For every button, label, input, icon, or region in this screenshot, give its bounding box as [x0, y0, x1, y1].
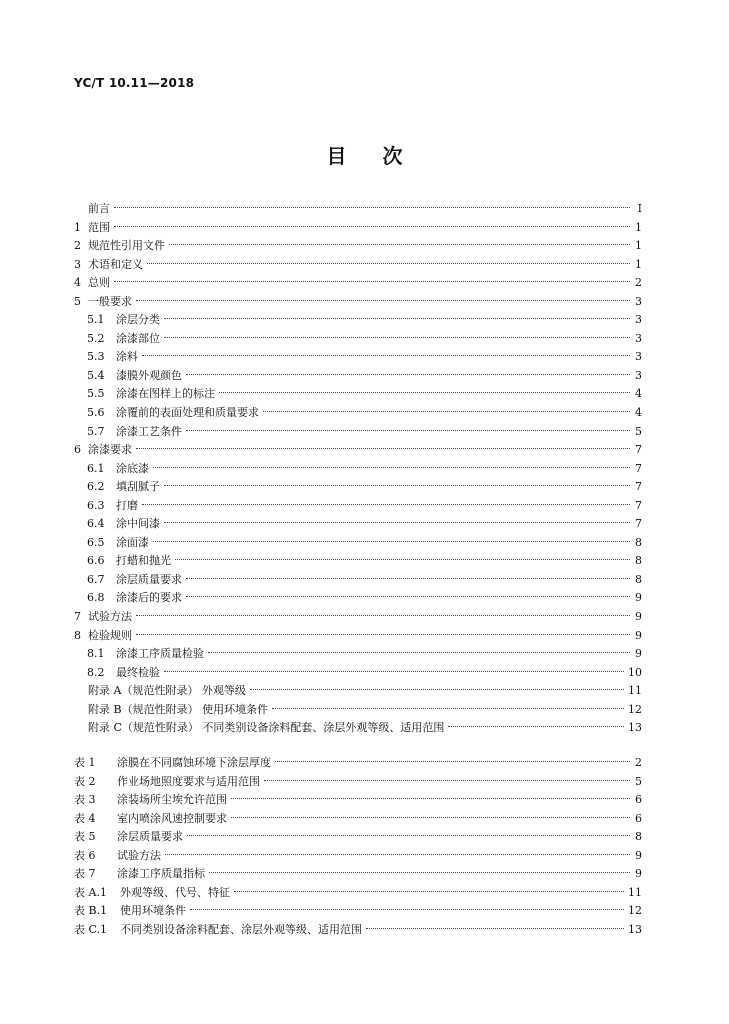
entry-number: 表 2 — [74, 774, 96, 788]
entry-number: 6.6 — [87, 554, 105, 568]
dot-leader — [136, 448, 630, 449]
dot-leader — [263, 411, 630, 412]
entry-page-number: 2 — [635, 756, 642, 769]
entry-page-number: 11 — [628, 885, 642, 899]
entry-title: 术语和定义 — [88, 257, 143, 271]
entry-title: 涂装场所尘埃允许范围 — [117, 793, 227, 807]
dot-leader — [231, 798, 630, 799]
dot-leader — [187, 835, 630, 836]
entry-title: 作业场地照度要求与适用范围 — [117, 774, 260, 788]
entry-title: 检验规则 — [88, 628, 132, 642]
document-code: YC/T 10.11—2018 — [74, 76, 195, 90]
entry-number: 5 — [74, 294, 81, 308]
entry-page-number: 13 — [628, 721, 642, 735]
dot-leader — [175, 559, 630, 560]
entry-title: 室内喷涂风速控制要求 — [117, 811, 227, 825]
entry-number: 2 — [74, 239, 81, 253]
entry-page-number: 3 — [635, 331, 642, 345]
entry-page-number: 9 — [635, 647, 642, 661]
toc-entry[interactable] — [74, 478, 642, 497]
dot-leader — [186, 578, 630, 579]
toc-entry[interactable] — [74, 902, 642, 921]
table-of-contents — [74, 200, 642, 738]
dot-leader — [142, 504, 630, 505]
entry-number: 5.3 — [87, 350, 105, 364]
entry-number: 6.1 — [87, 461, 105, 475]
entry-title: 漆膜外观颜色 — [116, 368, 182, 382]
dot-leader — [190, 909, 624, 910]
toc-entry[interactable] — [74, 589, 642, 608]
toc-entry[interactable] — [74, 497, 642, 516]
toc-entry[interactable] — [74, 423, 642, 442]
entry-title: 附录 A（规范性附录） 外观等级 — [88, 684, 246, 698]
dot-leader — [186, 596, 630, 597]
toc-entry[interactable] — [74, 404, 642, 423]
entry-page-number: 8 — [635, 572, 642, 586]
entry-title: 附录 B（规范性附录） 使用环境条件 — [88, 702, 269, 716]
entry-title: 总则 — [88, 276, 110, 290]
entry-page-number: 3 — [635, 368, 642, 382]
dot-leader — [142, 355, 630, 356]
dot-leader — [114, 281, 630, 282]
dot-leader — [164, 318, 630, 319]
title-char-1: 目 — [326, 144, 347, 168]
entry-page-number: 6 — [635, 793, 642, 807]
entry-number: 6.3 — [87, 498, 105, 512]
entry-title: 涂漆部位 — [116, 331, 160, 345]
dot-leader — [234, 891, 624, 892]
entry-number: 表 4 — [74, 811, 96, 825]
toc-entry[interactable] — [74, 571, 642, 590]
dot-leader — [186, 374, 630, 375]
list-of-tables — [74, 754, 642, 939]
entry-title: 规范性引用文件 — [88, 239, 165, 253]
entry-page-number: 4 — [635, 387, 642, 401]
toc-entry[interactable] — [74, 773, 642, 792]
entry-number: 6.7 — [87, 572, 105, 586]
entry-title: 涂层质量要求 — [117, 830, 183, 844]
entry-number: 6.4 — [87, 517, 105, 531]
toc-entry[interactable] — [74, 534, 642, 553]
toc-entry[interactable] — [74, 645, 642, 664]
entry-page-number: 13 — [628, 922, 642, 936]
entry-number: 表 B.1 — [74, 904, 108, 918]
toc-entry[interactable] — [74, 330, 642, 349]
entry-title: 涂膜在不同腐蚀环境下涂层厚度 — [117, 756, 271, 769]
dot-leader — [136, 634, 630, 635]
entry-title: 涂覆前的表面处理和质量要求 — [116, 406, 259, 420]
dot-leader — [164, 485, 630, 486]
entry-number: 5.5 — [87, 387, 105, 401]
dot-leader — [136, 300, 630, 301]
entry-page-number: 3 — [635, 313, 642, 327]
dot-leader — [136, 615, 630, 616]
entry-number: 表 1 — [74, 756, 96, 769]
toc-entry[interactable] — [74, 385, 642, 404]
entry-number: 7 — [74, 610, 81, 624]
entry-page-number: 2 — [635, 276, 642, 290]
dot-leader — [250, 689, 624, 690]
toc-entry[interactable] — [74, 256, 642, 275]
entry-title: 涂漆工艺条件 — [116, 424, 182, 438]
toc-entry[interactable] — [74, 701, 642, 720]
entry-number: 6.5 — [87, 535, 105, 549]
entry-number: 5.4 — [87, 368, 105, 382]
entry-page-number: 7 — [635, 443, 642, 457]
entry-title: 试验方法 — [117, 848, 161, 862]
entry-title: 填刮腻子 — [116, 480, 160, 494]
toc-entry[interactable] — [74, 810, 642, 829]
entry-page-number: 8 — [635, 535, 642, 549]
entry-number: 6 — [74, 443, 81, 457]
dot-leader — [165, 854, 630, 855]
entry-page-number: 1 — [635, 220, 642, 234]
toc-entry[interactable] — [74, 754, 642, 773]
dot-leader — [209, 872, 630, 873]
entry-title: 范围 — [88, 220, 110, 234]
entry-title: 使用环境条件 — [120, 904, 186, 918]
entry-page-number: 6 — [635, 811, 642, 825]
entry-number: 5.1 — [87, 313, 105, 327]
entry-page-number: 9 — [635, 848, 642, 862]
entry-title: 一般要求 — [88, 294, 132, 308]
entry-page-number: 4 — [635, 406, 642, 420]
entry-page-number: 8 — [635, 554, 642, 568]
toc-entry[interactable] — [74, 293, 642, 312]
entry-number: 3 — [74, 257, 81, 271]
dot-leader — [164, 522, 630, 523]
entry-page-number: 7 — [635, 517, 642, 531]
entry-number: 1 — [74, 220, 81, 234]
dot-leader — [208, 652, 630, 653]
toc-entry[interactable] — [74, 552, 642, 571]
entry-title: 打蜡和抛光 — [116, 554, 171, 568]
toc-entry[interactable] — [74, 921, 642, 940]
entry-title: 外观等级、代号、特征 — [120, 885, 230, 899]
toc-entry[interactable] — [74, 460, 642, 479]
dot-leader — [275, 761, 630, 762]
entry-number: 表 A.1 — [74, 885, 107, 899]
entry-page-number: 7 — [635, 461, 642, 475]
dot-leader — [153, 467, 630, 468]
entry-page-number: 8 — [635, 830, 642, 844]
entry-title: 涂中间漆 — [116, 517, 160, 531]
entry-number: 6.8 — [87, 591, 105, 605]
entry-number: 5.7 — [87, 424, 105, 438]
entry-title: 附录 C（规范性附录） 不同类别设备涂料配套、涂层外观等级、适用范围 — [88, 721, 445, 735]
entry-page-number: Ⅰ — [637, 202, 642, 215]
toc-entry[interactable] — [74, 348, 642, 367]
toc-entry[interactable] — [74, 515, 642, 534]
entry-number: 表 3 — [74, 793, 96, 807]
toc-entry[interactable] — [74, 441, 642, 460]
dot-leader — [219, 392, 630, 393]
entry-number: 4 — [74, 276, 81, 290]
entry-page-number: 9 — [635, 867, 642, 881]
title-char-2: 次 — [382, 144, 403, 168]
entry-number: 6.2 — [87, 480, 105, 494]
toc-entry[interactable] — [74, 884, 642, 903]
dot-leader — [264, 780, 630, 781]
entry-number: 5.2 — [87, 331, 105, 345]
entry-number: 5.6 — [87, 406, 105, 420]
toc-entry[interactable] — [74, 274, 642, 293]
dot-leader — [164, 671, 624, 672]
entry-number: 8.2 — [87, 665, 105, 679]
entry-page-number: 11 — [628, 684, 642, 698]
toc-entry[interactable] — [74, 791, 642, 810]
toc-entry[interactable] — [74, 828, 642, 847]
entry-number: 表 5 — [74, 830, 96, 844]
entry-page-number: 9 — [635, 610, 642, 624]
entry-page-number: 9 — [635, 628, 642, 642]
toc-entry[interactable] — [74, 865, 642, 884]
dot-leader — [114, 207, 630, 208]
entry-number: 表 C.1 — [74, 922, 108, 936]
entry-title: 最终检验 — [116, 665, 160, 679]
toc-entry[interactable] — [74, 367, 642, 386]
toc-entry[interactable] — [74, 847, 642, 866]
entry-title: 涂面漆 — [116, 535, 149, 549]
entry-title: 不同类别设备涂料配套、涂层外观等级、适用范围 — [120, 922, 362, 936]
dot-leader — [448, 726, 624, 727]
entry-number: 8 — [74, 628, 81, 642]
entry-page-number: 10 — [628, 665, 642, 679]
toc-entry[interactable] — [74, 627, 642, 646]
toc-entry[interactable] — [74, 311, 642, 330]
dot-leader — [272, 708, 624, 709]
page-title — [0, 140, 729, 169]
dot-leader — [186, 430, 630, 431]
entry-page-number: 1 — [635, 239, 642, 253]
entry-title: 试验方法 — [88, 610, 132, 624]
entry-number: 表 7 — [74, 867, 96, 881]
toc-entry[interactable] — [74, 719, 642, 738]
entry-title: 涂料 — [116, 350, 138, 364]
entry-page-number: 5 — [635, 424, 642, 438]
entry-page-number: 5 — [635, 774, 642, 788]
entry-title: 涂漆要求 — [88, 443, 132, 457]
entry-title: 打磨 — [116, 498, 138, 512]
dot-leader — [153, 541, 630, 542]
entry-title: 涂漆工序质量检验 — [116, 647, 204, 661]
entry-title: 前言 — [88, 202, 110, 215]
dot-leader — [147, 263, 630, 264]
toc-entry[interactable] — [74, 219, 642, 238]
dot-leader — [169, 244, 630, 245]
entry-page-number: 7 — [635, 480, 642, 494]
entry-page-number: 3 — [635, 294, 642, 308]
entry-number: 8.1 — [87, 647, 105, 661]
entry-title: 涂层分类 — [116, 313, 160, 327]
toc-entry[interactable] — [74, 664, 642, 683]
toc-entry[interactable] — [74, 608, 642, 627]
toc-entry[interactable] — [74, 682, 642, 701]
entry-number: 表 6 — [74, 848, 96, 862]
toc-entry[interactable] — [74, 200, 642, 219]
entry-page-number: 7 — [635, 498, 642, 512]
entry-title: 涂底漆 — [116, 461, 149, 475]
dot-leader — [114, 226, 630, 227]
dot-leader — [366, 928, 624, 929]
entry-page-number: 12 — [628, 702, 642, 716]
entry-page-number: 9 — [635, 591, 642, 605]
dot-leader — [231, 817, 630, 818]
entry-title: 涂漆后的要求 — [116, 591, 182, 605]
entry-page-number: 1 — [635, 257, 642, 271]
entry-title: 涂漆工序质量指标 — [117, 867, 205, 881]
entry-title: 涂层质量要求 — [116, 572, 182, 586]
dot-leader — [164, 337, 630, 338]
toc-entry[interactable] — [74, 237, 642, 256]
entry-title: 涂漆在图样上的标注 — [116, 387, 215, 401]
entry-page-number: 3 — [635, 350, 642, 364]
entry-page-number: 12 — [628, 904, 642, 918]
